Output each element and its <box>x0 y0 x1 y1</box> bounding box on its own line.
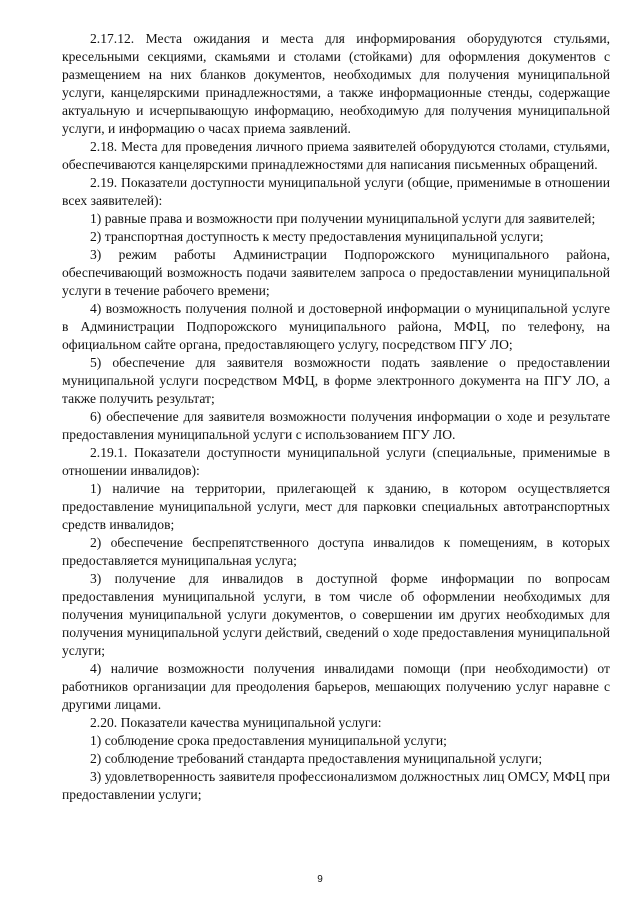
paragraph-2-20-item-2: 2) соблюдение требований стандарта предоставления муниципальной услуги; <box>90 751 543 766</box>
paragraph-2-19-item-4: 4) возможность получения полной и достоверной информации о муниципальной услуге в Администрации Подпорожского муниципального района, МФЦ, по телефону, на официальном сайте органа, предоставляющего услугу, посредством ПГУ ЛО; <box>62 301 610 352</box>
paragraph-2-20-item-3: 3) удовлетворенность заявителя профессионализмом должностных лиц ОМСУ, МФЦ при предоставлении услуги; <box>62 769 610 802</box>
paragraph-2-19-item-5: 5) обеспечение для заявителя возможности подать заявление о предоставлении муниципальной услуги посредством МФЦ, в форме электронного документа на ПГУ ЛО, а также получить результат; <box>62 355 610 406</box>
paragraph-2-19-1-item-2: 2) обеспечение беспрепятственного доступа инвалидов к помещениям, в которых предоставляется муниципальная услуга; <box>62 535 610 568</box>
paragraph-2-19-item-6: 6) обеспечение для заявителя возможности получения информации о ходе и результате предоставления муниципальной услуги с использованием ПГУ ЛО. <box>62 409 610 442</box>
paragraph-2-19: 2.19. Показатели доступности муниципальной услуги (общие, применимые в отношении всех заявителей): <box>62 175 610 208</box>
paragraph-2-20-item-1: 1) соблюдение срока предоставления муниципальной услуги; <box>90 733 447 748</box>
paragraph-2-17-12: 2.17.12. Места ожидания и места для информирования оборудуются стульями, кресельными секциями, скамьями и столами (стойками) для оформления документов с размещением на них бланков документов, необходимых для получения муниципальной услуги, канцелярскими принадлежностями, а также информационные стенды, содержащие актуальную и исчерпывающую информацию, необходимую для получения муниципальной услуги, и информацию о часах приема заявлений. <box>62 31 610 136</box>
document-body <box>62 30 610 804</box>
paragraph-2-19-1-item-1: 1) наличие на территории, прилегающей к зданию, в котором осуществляется предоставление муниципальной услуги, мест для парковки специальных автотранспортных средств инвалидов; <box>62 481 610 532</box>
page-number: 9 <box>317 874 323 885</box>
paragraph-2-18: 2.18. Места для проведения личного приема заявителей оборудуются столами, стульями, обеспечиваются канцелярскими принадлежностями для написания письменных обращений. <box>62 139 610 172</box>
paragraph-2-19-item-1: 1) равные права и возможности при получении муниципальной услуги для заявителей; <box>90 211 596 226</box>
paragraph-2-19-item-3: 3) режим работы Администрации Подпорожского муниципального района, обеспечивающий возможность подачи заявителем запроса о предоставлении муниципальной услуги в течение рабочего времени; <box>62 247 610 298</box>
paragraph-2-19-1: 2.19.1. Показатели доступности муниципальной услуги (специальные, применимые в отношении инвалидов): <box>62 445 610 478</box>
paragraph-2-19-1-item-3: 3) получение для инвалидов в доступной форме информации по вопросам предоставления муниципальной услуги, в том числе об оформлении необходимых для получения муниципальной услуги документов, о совершении им других необходимых для получения муниципальной услуги действий, сведений о ходе предоставления муниципальной услуги; <box>62 571 610 658</box>
paragraph-2-19-1-item-4: 4) наличие возможности получения инвалидами помощи (при необходимости) от работников организации для преодоления барьеров, мешающих получению услуг наравне с другими лицами. <box>62 661 610 712</box>
paragraph-2-20: 2.20. Показатели качества муниципальной услуги: <box>90 715 382 730</box>
paragraph-2-19-item-2: 2) транспортная доступность к месту предоставления муниципальной услуги; <box>90 229 544 244</box>
